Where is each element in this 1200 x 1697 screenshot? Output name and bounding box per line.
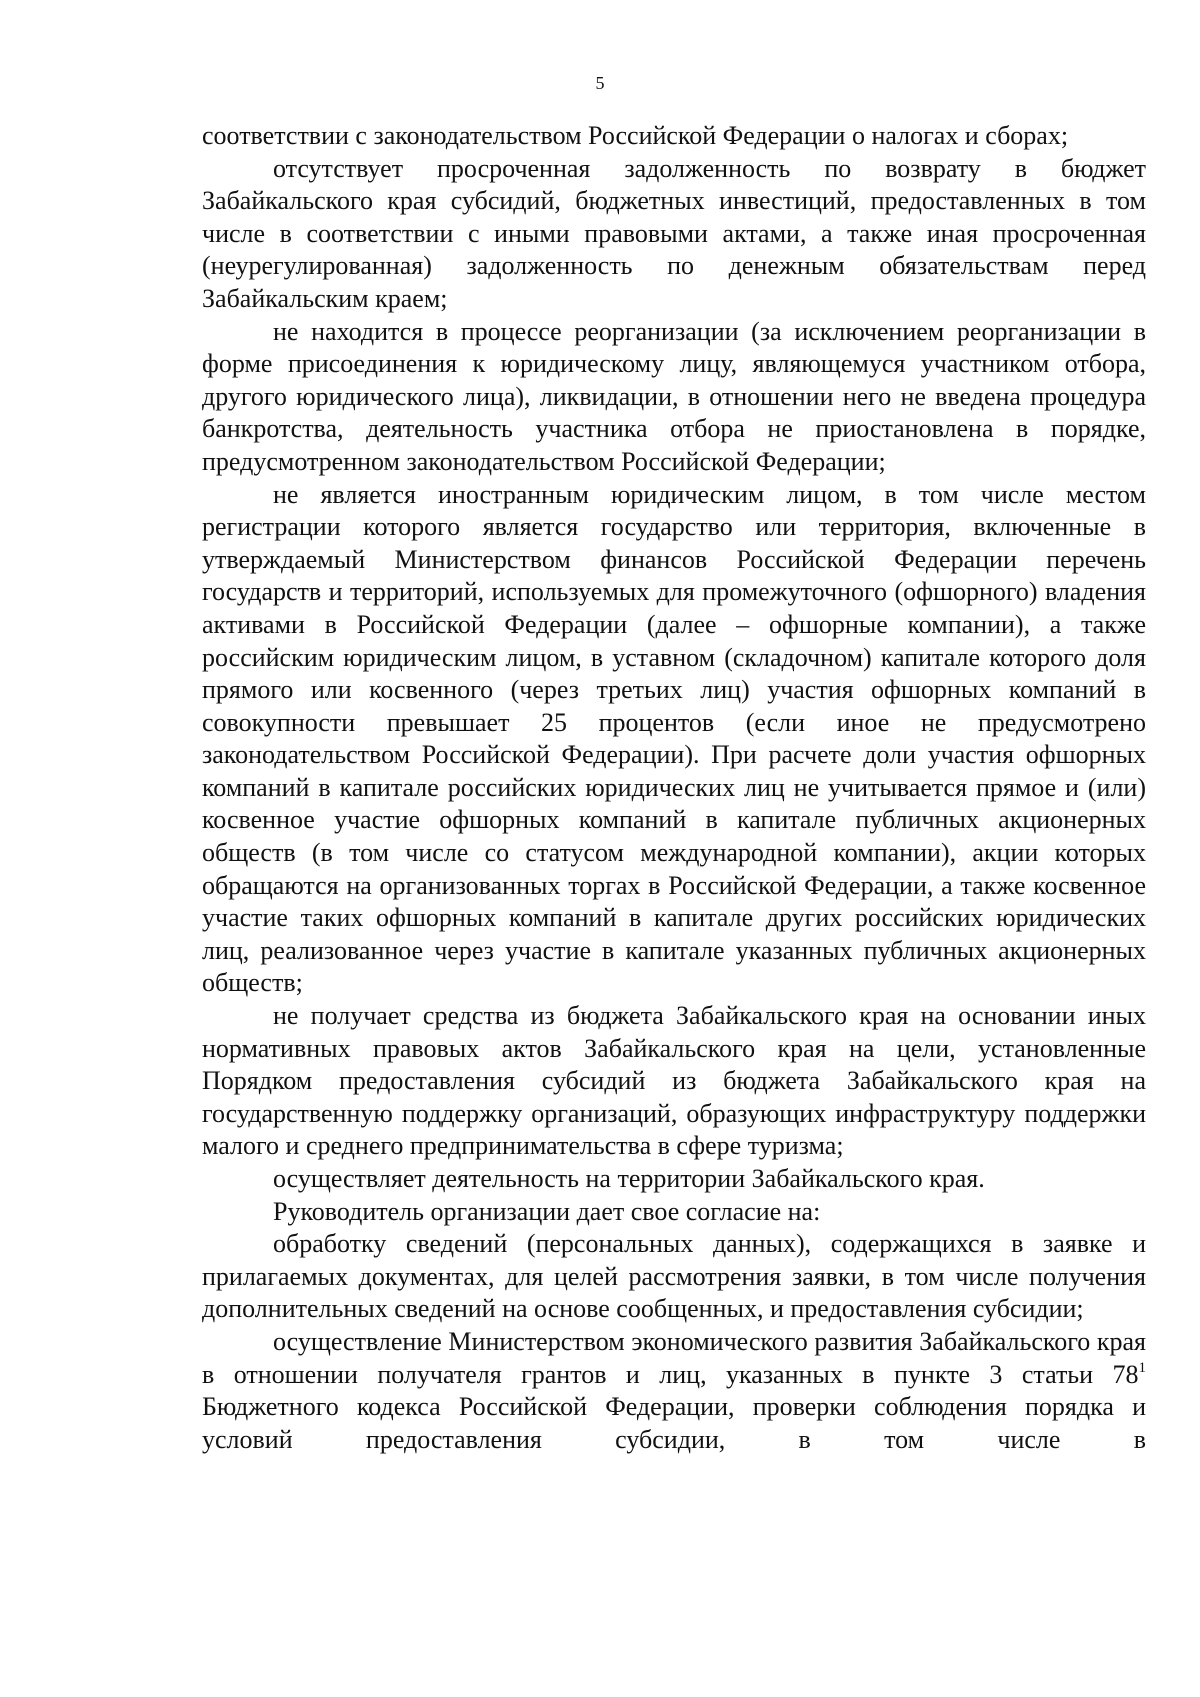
paragraph-no-other-budget-funds: не получает средства из бюджета Забайкальского края на основании иных нормативных правовых актов Забайкальского края на цели, установленные Порядком предоставления субсидий из бюджета Забайкальского края на государственную поддержку организаций, образующих инфраструктуру поддержки малого и среднего предпринимательства в сфере туризма;	[202, 1001, 1146, 1161]
paragraph-data-processing-consent: обработку сведений (персональных данных), содержащихся в заявке и прилагаемых документах, для целей рассмотрения заявки, в том числе получения дополнительных сведений на основе сообщенных, и предоставления субсидии;	[202, 1229, 1146, 1324]
paragraph-tax-compliance: соответствии с законодательством Российской Федерации о налогах и сборах;	[202, 121, 1069, 150]
paragraph-inspection-consent	[202, 1326, 1146, 1456]
document-body	[202, 120, 1146, 1456]
page-number: 5	[595, 73, 605, 93]
inspection-text-end: Бюджетного кодекса Российской Федерации, проверки соблюдения порядка и условий предоставления субсидии, в том числе в	[202, 1392, 1146, 1454]
paragraph-not-foreign-entity: не является иностранным юридическим лицом, в том числе местом регистрации которого является государство или территория, включенные в утверждаемый Министерством финансов Российской Федерации перечень государств и территорий, используемых для промежуточного (офшорного) владения активами в Российской Федерации (далее – офшорные компании), а также российским юридическим лицом, в уставном (складочном) капитале которого доля прямого или косвенного (через третьих лиц) участия офшорных компаний в совокупности превышает 25 процентов (если иное не предусмотрено законодательством Российской Федерации). При расчете доли участия офшорных компаний в капитале российских юридических лиц не учитывается прямое и (или) косвенное участие офшорных компаний в капитале публичных акционерных обществ (в том числе со статусом международной компании), акции которых обращаются на организованных торгах в Российской Федерации, а также косвенное участие таких офшорных компаний в капитале других российских юридических лиц, реализованное через участие в капитале указанных публичных акционерных обществ;	[202, 479, 1146, 998]
paragraph-head-consent: Руководитель организации дает свое согласие на:	[273, 1196, 821, 1226]
paragraph-no-reorganization: не находится в процессе реорганизации (за исключением реорганизации в форме присоединения к юридическому лицу, являющемуся участником отбора, другого юридического лица), ликвидации, в отношении него не введена процедура банкротства, деятельность участника отбора не приостановлена в порядке, предусмотренном законодательством Российской Федерации;	[202, 316, 1146, 476]
article-superscript: 1	[1138, 1359, 1146, 1376]
paragraph-operates-in-region: осуществляет деятельность на территории Забайкальского края.	[273, 1164, 985, 1193]
paragraph-no-overdue-debt: отсутствует просроченная задолженность по возврату в бюджет Забайкальского края субсидий, бюджетных инвестиций, предоставленных в том числе в соответствии с иными правовыми актами, а также иная просроченная (неурегулированная) задолженность по денежным обязательствам перед Забайкальским краем;	[202, 153, 1146, 313]
inspection-text-start: осуществление Министерством экономического развития Забайкальского края в отношении получателя грантов и лиц, указанных в пункте 3 статьи 78	[202, 1326, 1146, 1389]
